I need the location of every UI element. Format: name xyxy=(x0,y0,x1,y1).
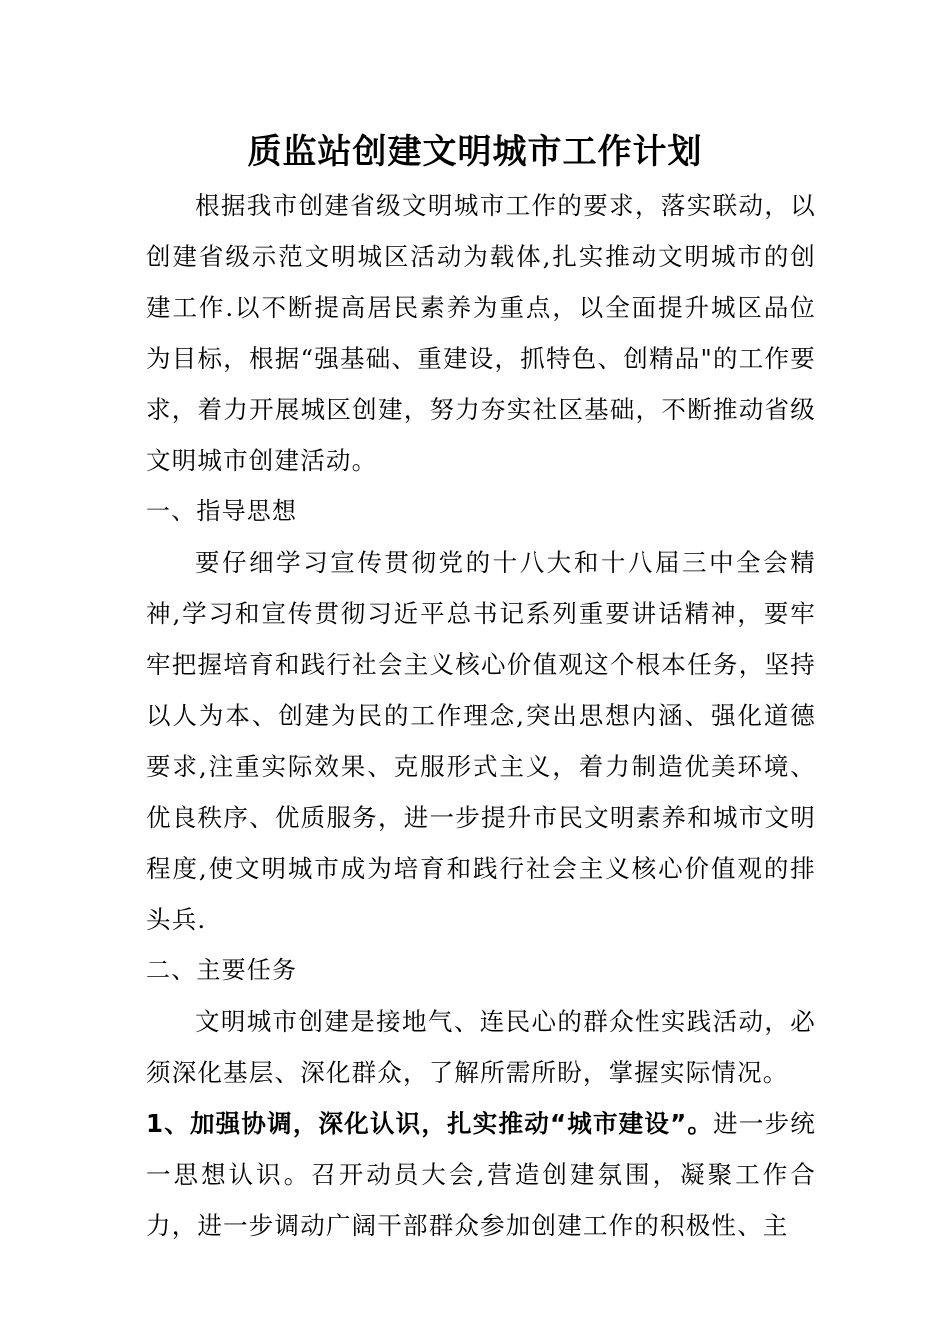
task-item-1 xyxy=(146,1098,816,1251)
document-body xyxy=(146,180,816,1251)
main-tasks-paragraph: 文明城市创建是接地气、连民心的群众性实践活动，必须深化基层、深化群众，了解所需所盼，掌握实际情况。 xyxy=(146,1007,816,1087)
intro-paragraph: 根据我市创建省级文明城市工作的要求，落实联动，以创建省级示范文明城区活动为载体,扎实推动文明城市的创建工作.以不断提高居民素养为重点，以全面提升城区品位为目标，根据“强基础、重建设，抓特色、创精品"的工作要求，着力开展城区创建，努力夯实社区基础，不断推动省级文明城市创建活动。 xyxy=(146,191,816,475)
section-heading-guiding-thought: 一、指导思想 xyxy=(146,497,298,525)
section-heading-main-tasks: 二、主要任务 xyxy=(146,956,298,984)
guiding-thought-paragraph: 要仔细学习宣传贯彻党的十八大和十八届三中全会精神,学习和宣传贯彻习近平总书记系列重要讲话精神，要牢牢把握培育和践行社会主义核心价值观这个根本任务，坚持以人为本、创建为民的工作理念,突出思想内涵、强化道德要求,注重实际效果、克服形式主义，着力制造优美环境、优良秩序、优质服务，进一步提升市民文明素养和城市文明程度,使文明城市成为培育和践行社会主义核心价值观的排头兵. xyxy=(146,548,816,934)
document-title: 质监站创建文明城市工作计划 xyxy=(247,132,703,172)
task-item-1-lead: 1、加强协调，深化认识，扎实推动“城市建设”。 xyxy=(146,1109,714,1138)
task-item-1-text: 进一步统一思想认识。召开动员大会,营造创建氛围，凝聚工作合力，进一步调动广阔干部群众参加创建工作的积极性、主 xyxy=(146,1109,816,1240)
